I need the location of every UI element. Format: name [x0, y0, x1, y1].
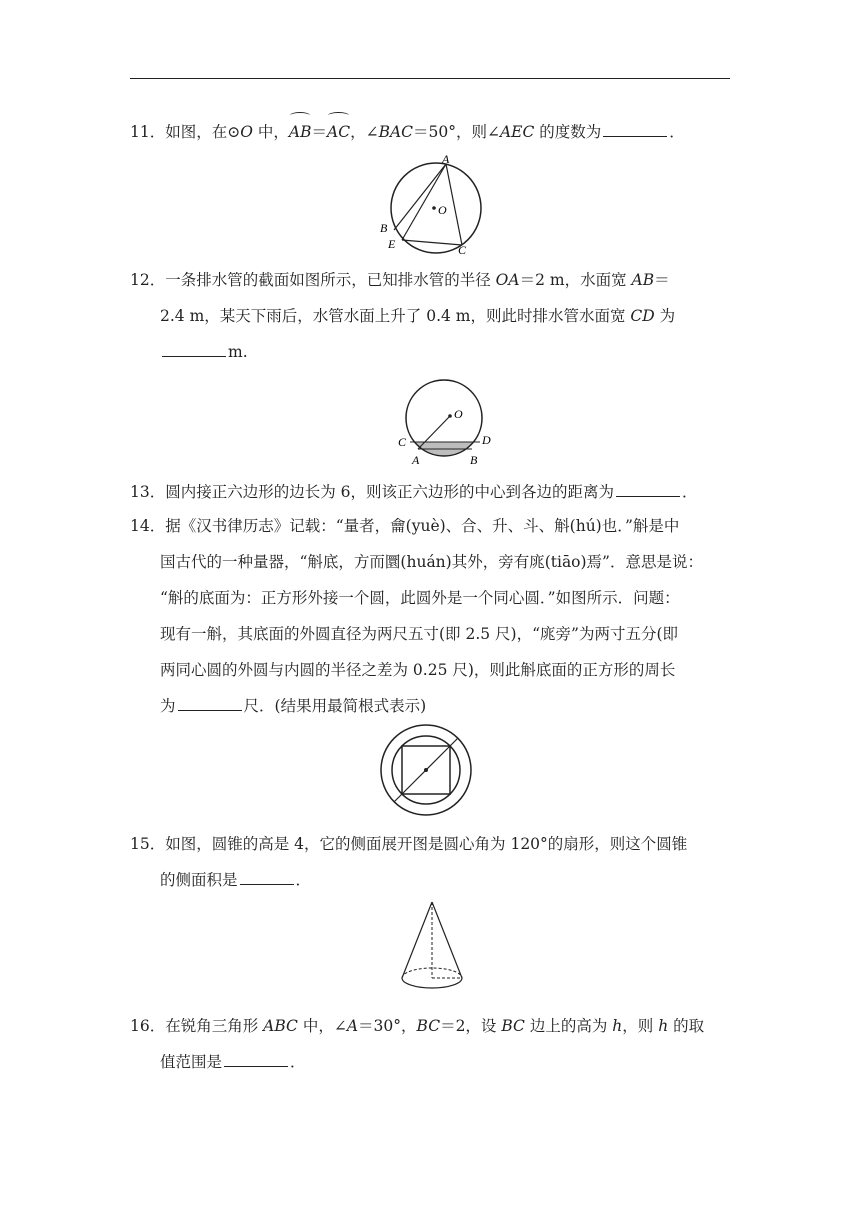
point-O-label: O [454, 407, 463, 421]
answer-blank[interactable] [616, 482, 680, 497]
point-C-label: C [458, 243, 467, 257]
arc-ab: AB [289, 114, 312, 150]
problem-14: 14．据《汉书律历志》记载：“量者，龠(yuè)、合、升、斗、斛(hú)也．”斛是中 国古代的一种量器，“斛底，方而圜(huán)其外，旁有庣(tiāo)焉”．意思是说： “斛的底面为：正方形外接一个圆，此圆外是一个同心圆．”如图所示．问题： 现有一斛，其底面的外圆直径为两尺五寸(即 2.5 尺)，“庣旁”为两寸五分(即 两同心圆的外圆与内圆的半径之差为 0.25 尺)，则此斛底面的正方形的周长 为 尺．(结果用最简根式表示) [130, 517, 703, 715]
answer-blank[interactable] [224, 1052, 288, 1067]
problem-13: 13．圆内接正六边形的边长为 6，则该正六边形的中心到各边的距离为 ． [130, 483, 698, 501]
problem-number: 15． [130, 835, 166, 853]
problem-12: 12．一条排水管的截面如图所示，已知排水管的半径 OA＝2 m，水面宽 AB＝ 2.4 m，某天下雨后，水管水面上升了 0.4 m，则此时排水管水面宽 CD 为 m. [130, 271, 676, 361]
problem-number: 11． [130, 123, 166, 141]
problem-15: 15．如图，圆锥的高是 4，它的侧面展开图是圆心角为 120°的扇形，则这个圆锥 的侧面积是 ． [130, 835, 688, 889]
answer-blank[interactable] [178, 696, 242, 711]
figure-12-pipe [392, 374, 502, 470]
header-rule [130, 78, 730, 79]
problem-number: 12． [130, 271, 166, 289]
problem-number: 13． [130, 483, 166, 501]
point-O-label: O [438, 203, 447, 217]
answer-blank[interactable] [162, 342, 226, 357]
point-A-label: A [412, 453, 420, 467]
point-A-label: A [442, 152, 450, 166]
answer-blank[interactable] [240, 870, 294, 885]
answer-blank[interactable] [603, 122, 667, 137]
point-E-label: E [388, 237, 396, 251]
figure-14-hu-base [378, 722, 474, 818]
problem-16: 16．在锐角三角形 ABC 中，∠A＝30°，BC＝2，设 BC 边上的高为 h，则 h 的取 值范围是 ． [130, 1017, 705, 1071]
point-B-label: B [470, 453, 478, 467]
arc-ac: AC [327, 114, 350, 150]
problem-number: 16． [130, 1017, 166, 1035]
point-C-label: C [398, 435, 407, 449]
point-D-label: D [482, 433, 491, 447]
figure-11-circle [378, 150, 488, 260]
problem-11: 11．如图，在⊙O 中，AB＝AC，∠BAC＝50°，则∠AEC 的度数为 ． [130, 114, 730, 150]
figure-15-cone [398, 898, 466, 998]
problem-number: 14． [130, 517, 166, 535]
point-B-label: B [380, 221, 388, 235]
